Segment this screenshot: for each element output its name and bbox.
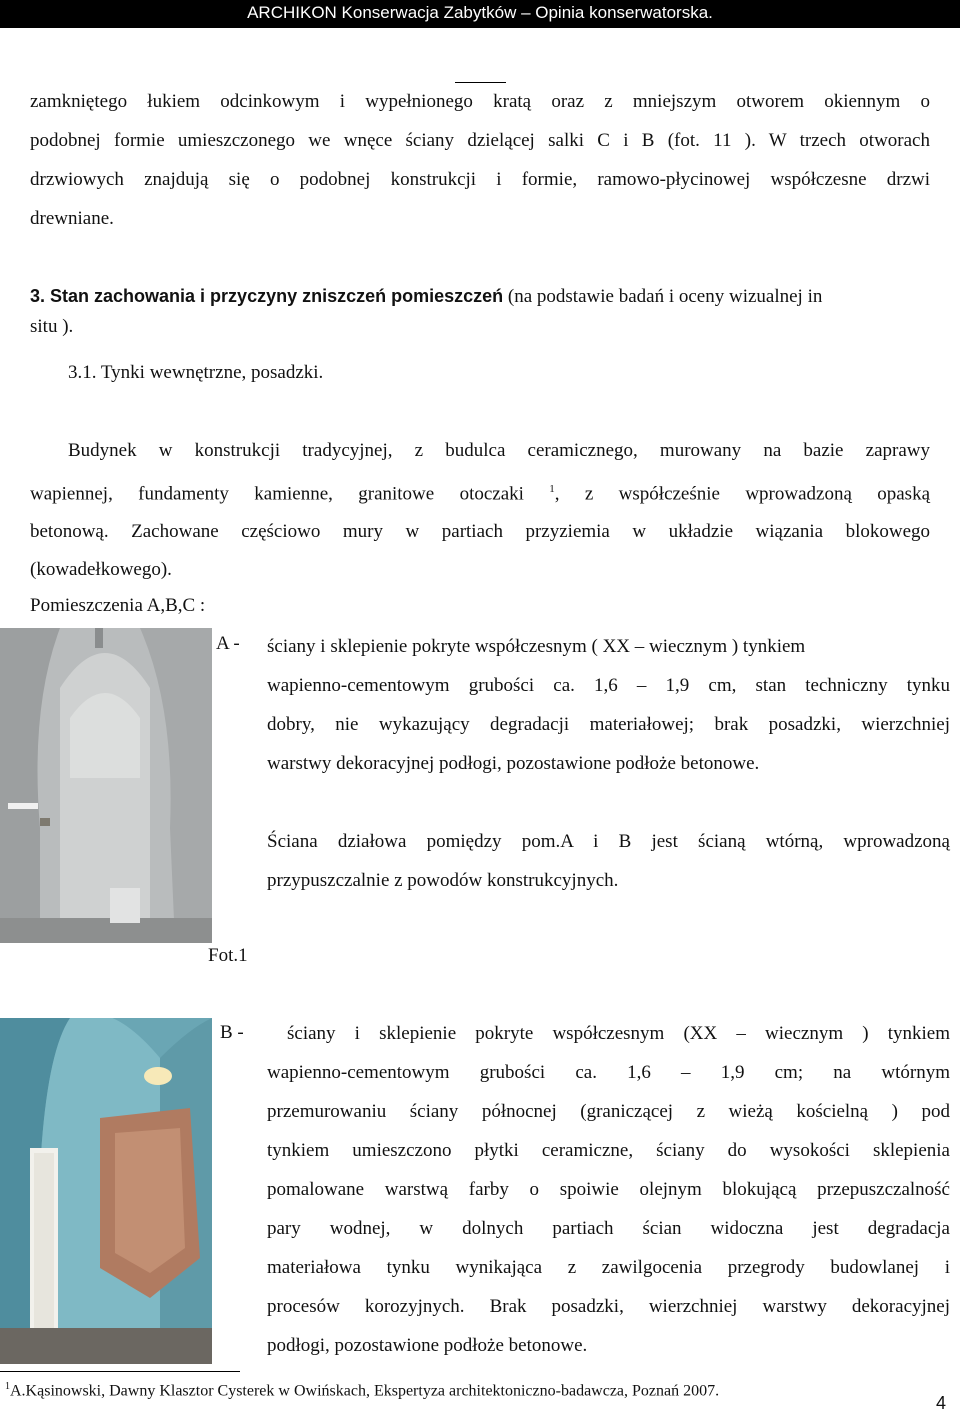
intro-last-line: drewniane. (30, 208, 114, 229)
text-line: wapienno-cementowym grubości ca. 1,6 – 1,9 cm; na wtórnym (267, 1062, 950, 1083)
section-title: 3. Stan zachowania i przyczyny zniszczeń pomieszczeń (30, 286, 504, 306)
room-a-label: A - (216, 633, 240, 654)
document-header: ARCHIKON Konserwacja Zabytków – Opinia konserwatorska. (0, 0, 960, 28)
text-line (30, 470, 930, 513)
room-b-label: B - (220, 1022, 244, 1043)
footnote-mark: 1 (5, 1381, 10, 1392)
rooms-label: Pomieszczenia A,B,C : (30, 595, 206, 616)
text-line: przypuszczalnie z powodów konstrukcyjnych. (267, 870, 619, 891)
text-fragment: , z współcześnie wprowadzoną opaską (554, 483, 931, 505)
subsection-title: 3.1. Tynki wewnętrzne, posadzki. (68, 362, 324, 383)
text-line: drzwiowych znajdują się o podobnej konstrukcji i formie, ramowo-płycinowej współczesne drzwi (30, 169, 930, 190)
body-paragraph (30, 432, 930, 589)
intro-paragraph (30, 82, 930, 199)
text-line: procesów korozyjnych. Brak posadzki, wierzchniej warstwy dekoracyjnej (267, 1296, 950, 1317)
text-line: dobry, nie wykazujący degradacji materiałowej; brak posadzki, wierzchniej (267, 714, 950, 735)
footnote (5, 1381, 719, 1400)
section-heading (30, 281, 950, 342)
photo-caption: Fot.1 (208, 945, 248, 966)
text-line: podobnej formie umieszczonego we wnęce ściany dzielącej salki C i B (fot. 11 ). W trzech otworach (30, 130, 930, 151)
text-fragment: wapiennej, fundamenty kamienne, granitowe otoczaki (30, 483, 550, 505)
footnote-ref: 1 (549, 483, 555, 495)
section-title-line2: situ ). (30, 316, 74, 337)
room-a-description (267, 627, 950, 783)
text-line: pomalowane warstwą farby o spoiwie olejnym blokującą przepuszczalność (267, 1179, 950, 1200)
room-a-photo (0, 628, 212, 943)
section-title-rest: (na podstawie badań i oceny wizualnej in (503, 286, 823, 307)
text-line: Budynek w konstrukcji tradycyjnej, z budulca ceramicznego, murowany na bazie zaprawy (68, 440, 930, 461)
text-line: wapienno-cementowym grubości ca. 1,6 – 1,9 cm, stan techniczny tynku (267, 675, 950, 696)
footnote-text: A.Kąsinowski, Dawny Klasztor Cysterek w Owińskach, Ekspertyza architektoniczno-badawcza, Poznań 2007. (10, 1382, 720, 1400)
text-line: tynkiem umieszczono płytki ceramiczne, ściany do wysokości sklepienia (267, 1140, 950, 1161)
room-b-image (0, 1018, 212, 1364)
text-line: Ściana działowa pomiędzy pom.A i B jest ścianą wtórną, wprowadzoną (267, 831, 950, 852)
text-line: pary wodnej, w dolnych partiach ścian widoczna jest degradacja (267, 1218, 950, 1239)
room-b-photo (0, 1018, 212, 1364)
room-a-note (267, 822, 950, 900)
text-line: ściany i sklepienie pokryte współczesnym (XX – wiecznym ) tynkiem (287, 1023, 950, 1044)
text-line: ściany i sklepienie pokryte współczesnym ( XX – wiecznym ) tynkiem (267, 636, 806, 657)
room-a-image (0, 628, 212, 943)
text-line: materiałowa tynku wynikająca z zawilgocenia przegrody budowlanej i (267, 1257, 950, 1278)
text-line: przemurowaniu ściany północnej (graniczącej z wieżą kościelną ) pod (267, 1101, 950, 1122)
text-line: zamkniętego łukiem odcinkowym i wypełnionego kratą oraz z mniejszym otworem okiennym o (30, 91, 930, 112)
text-line: podłogi, pozostawione podłoże betonowe. (267, 1335, 588, 1356)
text-line: betonową. Zachowane częściowo mury w partiach przyziemia w układzie wiązania blokowego (30, 521, 930, 543)
text-line: (kowadełkowego). (30, 559, 172, 581)
room-b-description (267, 1014, 950, 1365)
text-line: warstwy dekoracyjnej podłogi, pozostawione podłoże betonowe. (267, 753, 760, 774)
page-number: 4 (935, 1393, 946, 1413)
footnote-divider (0, 1371, 240, 1372)
